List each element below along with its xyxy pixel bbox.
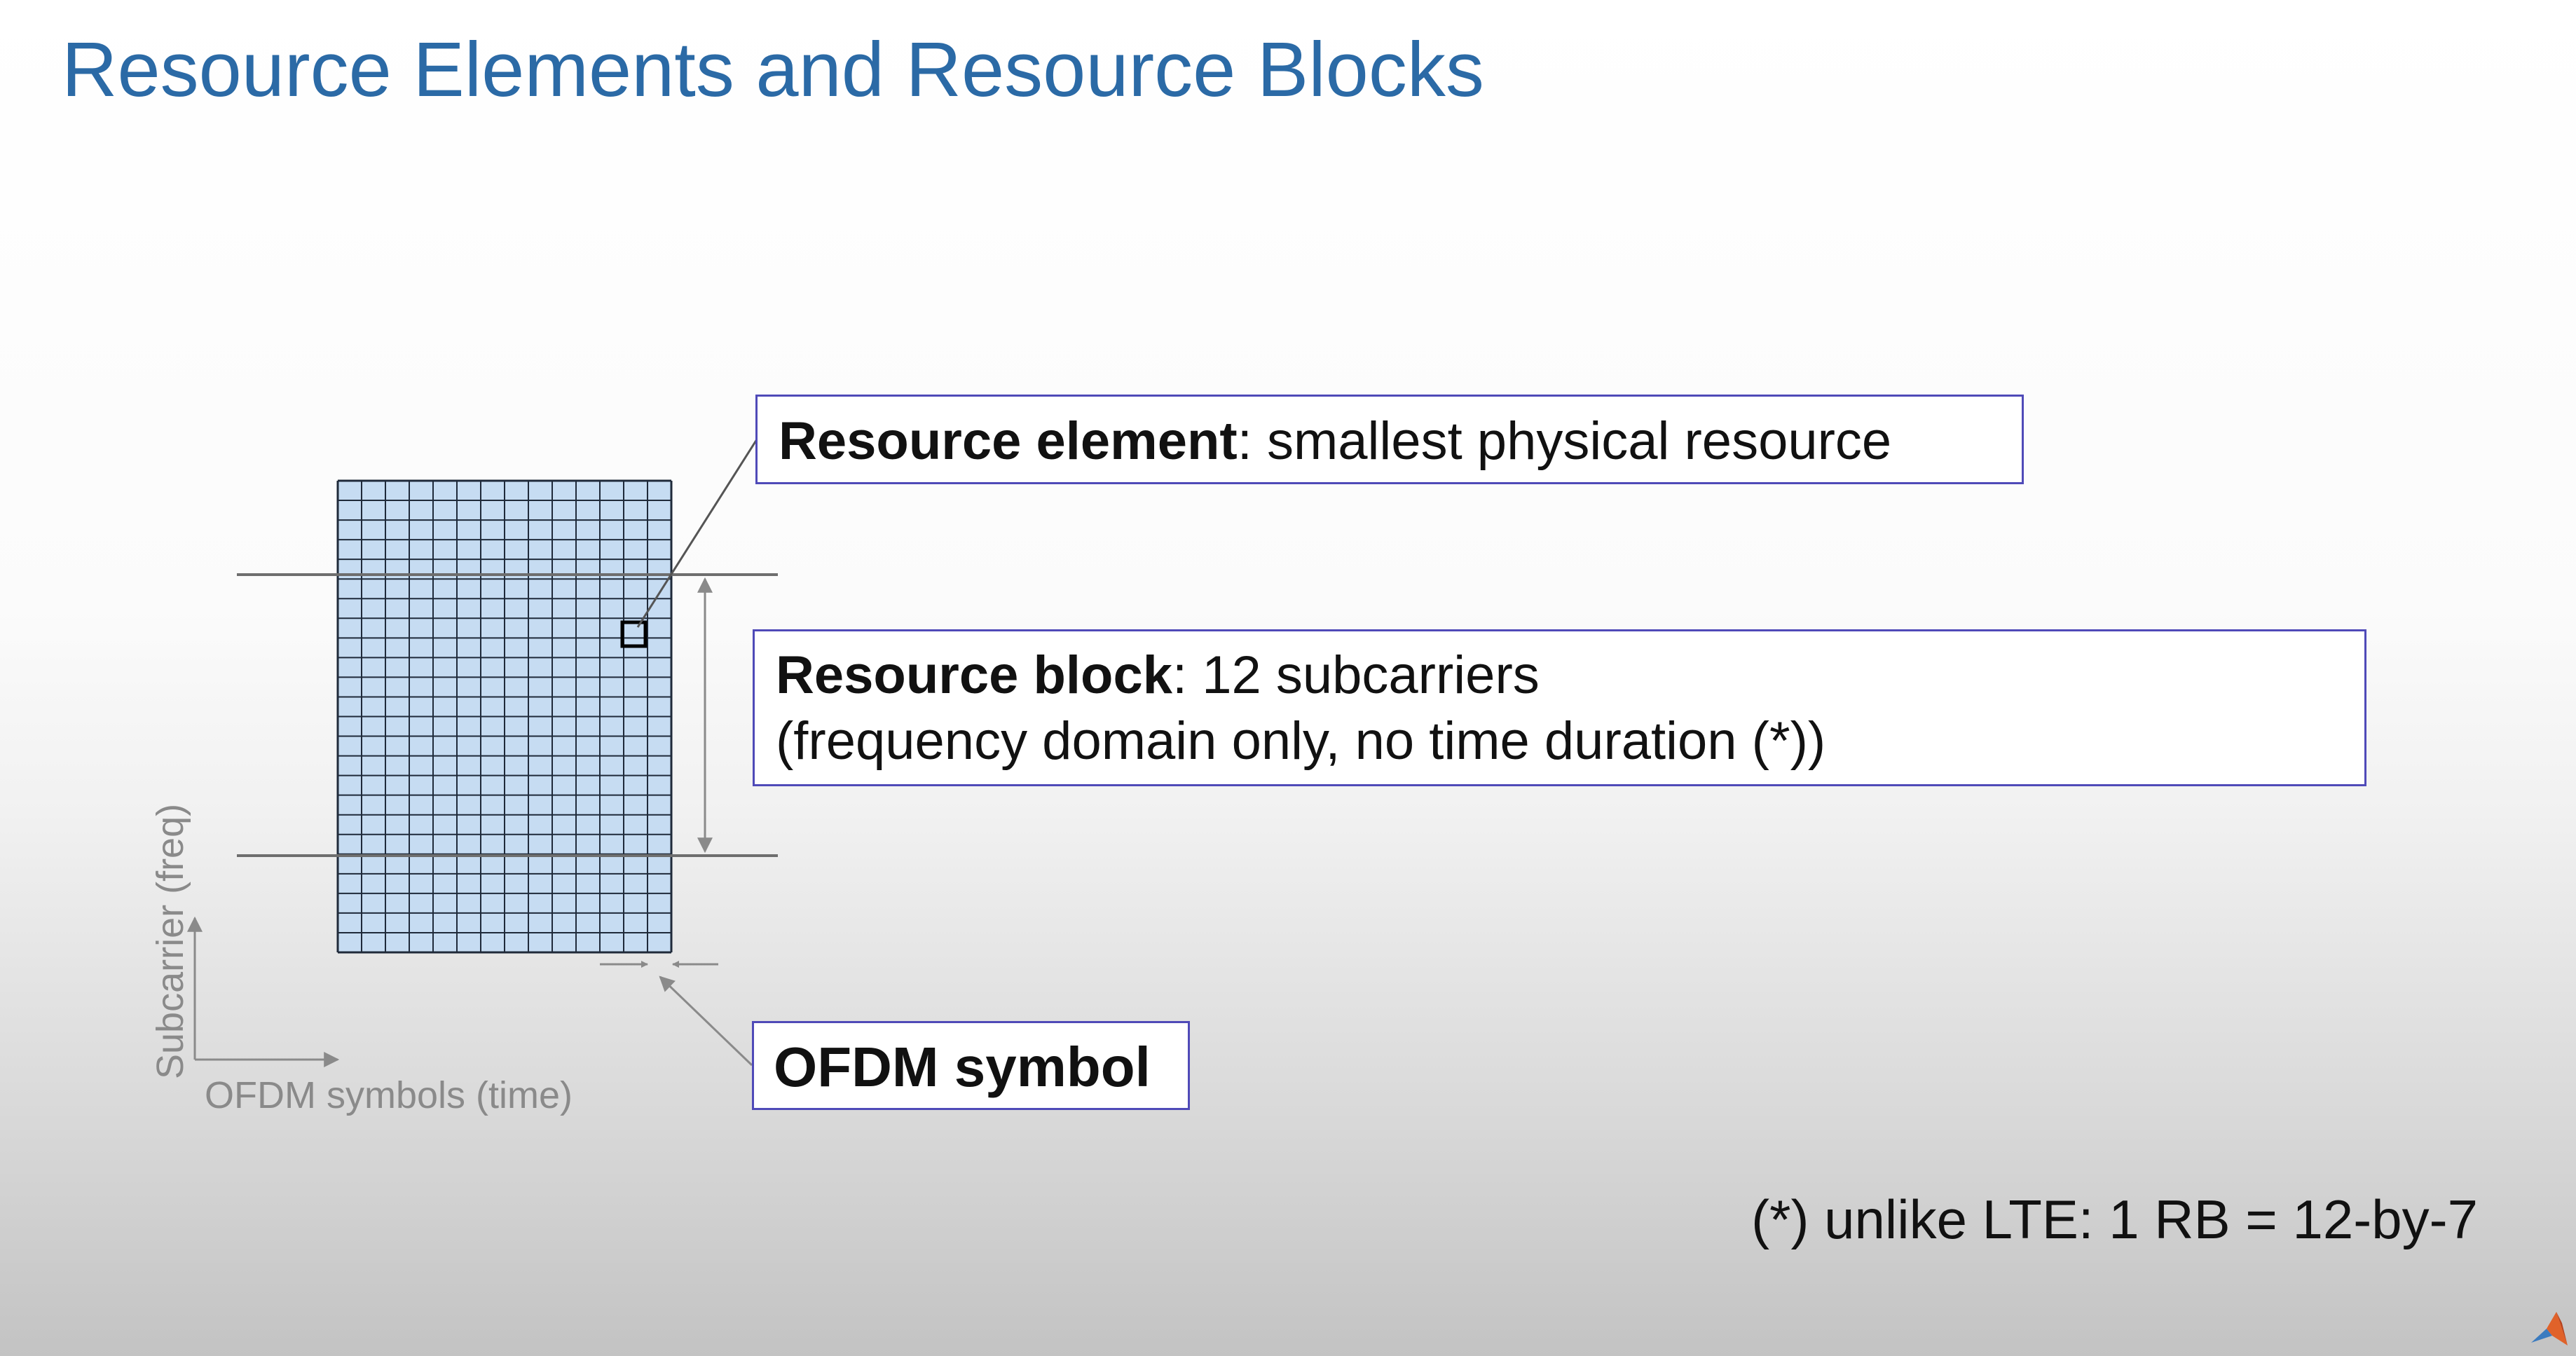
resource-block-callout <box>753 629 2366 786</box>
resource-grid <box>338 481 671 952</box>
resource-element-term: Resource element <box>779 411 1238 471</box>
matlab-logo-icon <box>2528 1308 2570 1350</box>
ofdm-symbol-term: OFDM symbol <box>774 1036 1151 1098</box>
resource-element-definition: : smallest physical resource <box>1237 411 1892 471</box>
resource-element-callout <box>755 395 2024 484</box>
y-axis-label: Subcarrier (freq) <box>149 803 191 1079</box>
slide-title: Resource Elements and Resource Blocks <box>62 27 1484 113</box>
ofdm-symbol-callout <box>752 1021 1190 1110</box>
footnote: (*) unlike LTE: 1 RB = 12-by-7 <box>1751 1189 2478 1250</box>
resource-block-term: Resource block <box>776 645 1172 705</box>
resource-block-note: (frequency domain only, no time duration (*)) <box>776 711 1826 771</box>
x-axis-label: OFDM symbols (time) <box>205 1074 573 1116</box>
ofdm-symbol-leader <box>660 977 752 1065</box>
resource-block-definition: : 12 subcarriers <box>1172 645 1540 705</box>
